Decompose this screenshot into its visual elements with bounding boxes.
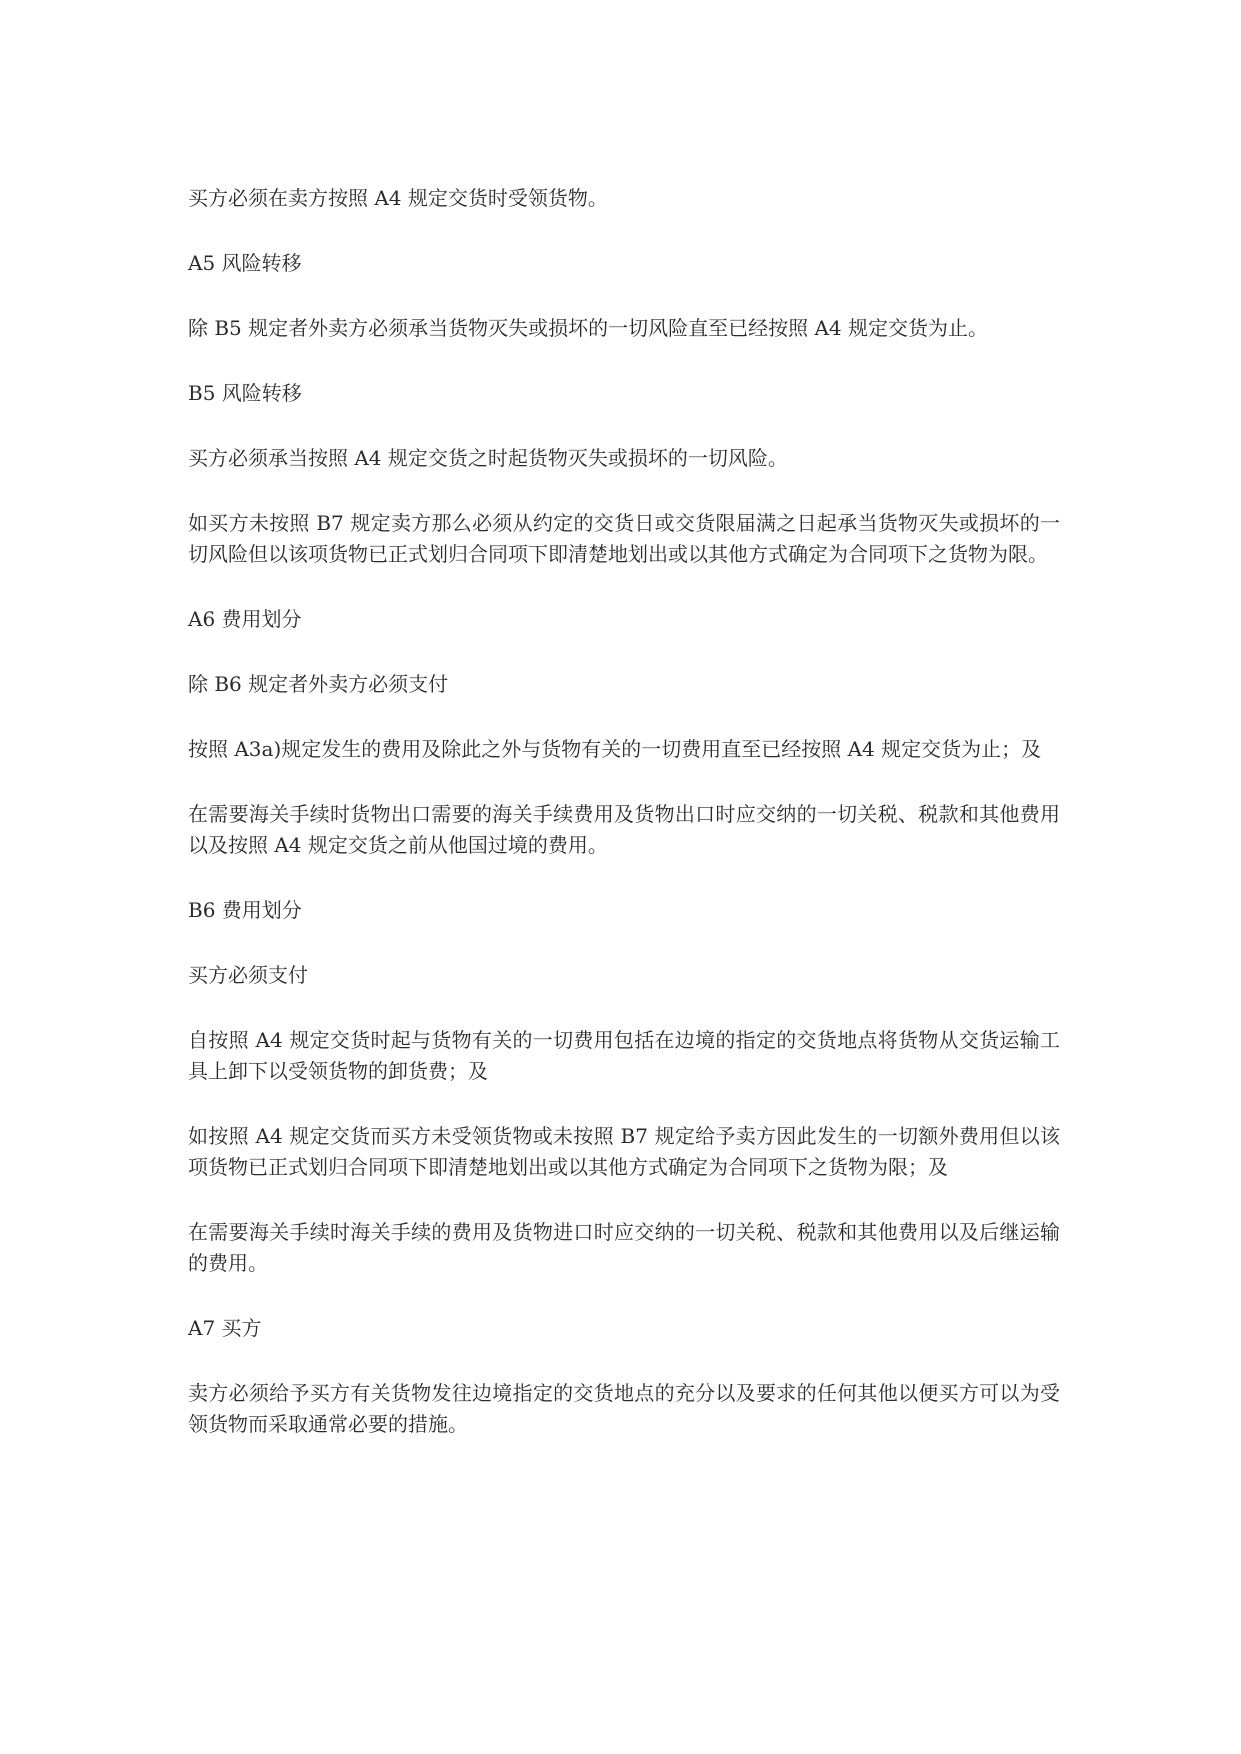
paragraph-a6-intro: 除 B6 规定者外卖方必须支付 xyxy=(188,672,449,696)
paragraph-b6-costs: 自按照 A4 规定交货时起与货物有关的一切费用包括在边境的指定的交货地点将货物从交货运输工具上卸下以受领货物的卸货费；及 xyxy=(188,1028,1060,1083)
section-heading-a6: A6 费用划分 xyxy=(188,607,302,631)
paragraph-a6-customs: 在需要海关手续时货物出口需要的海关手续费用及货物出口时应交纳的一切关税、税款和其他费用以及按照 A4 规定交货之前从他国过境的费用。 xyxy=(188,802,1060,857)
section-heading-b6: B6 费用划分 xyxy=(188,898,302,922)
paragraph-b6-customs: 在需要海关手续时海关手续的费用及货物进口时应交纳的一切关税、税款和其他费用以及后继运输的费用。 xyxy=(188,1220,1060,1275)
paragraph-a7-notice: 卖方必须给予买方有关货物发往边境指定的交货地点的充分以及要求的任何其他以便买方可以为受领货物而采取通常必要的措施。 xyxy=(188,1381,1060,1436)
section-heading-b5: B5 风险转移 xyxy=(188,381,302,405)
document-body xyxy=(188,183,1060,1474)
paragraph-b6-intro: 买方必须支付 xyxy=(188,963,308,987)
paragraph-b5-risk-extra: 如买方未按照 B7 规定卖方那么必须从约定的交货日或交货限届满之日起承当货物灭失或损坏的一切风险但以该项货物已正式划归合同项下即清楚地划出或以其他方式确定为合同项下之货物为限。 xyxy=(188,511,1060,566)
paragraph-a6-costs: 按照 A3a)规定发生的费用及除此之外与货物有关的一切费用直至已经按照 A4 规定交货为止；及 xyxy=(188,737,1042,761)
section-heading-a7: A7 买方 xyxy=(188,1316,262,1340)
section-heading-a5: A5 风险转移 xyxy=(188,251,302,275)
paragraph-a5-risk: 除 B5 规定者外卖方必须承当货物灭失或损坏的一切风险直至已经按照 A4 规定交货为止。 xyxy=(188,316,989,340)
paragraph-buyer-take-delivery: 买方必须在卖方按照 A4 规定交货时受领货物。 xyxy=(188,186,608,210)
paragraph-b5-risk: 买方必须承当按照 A4 规定交货之时起货物灭失或损坏的一切风险。 xyxy=(188,446,788,470)
paragraph-b6-extra-costs: 如按照 A4 规定交货而买方未受领货物或未按照 B7 规定给予卖方因此发生的一切额外费用但以该项货物已正式划归合同项下即清楚地划出或以其他方式确定为合同项下之货物为限；及 xyxy=(188,1124,1060,1179)
